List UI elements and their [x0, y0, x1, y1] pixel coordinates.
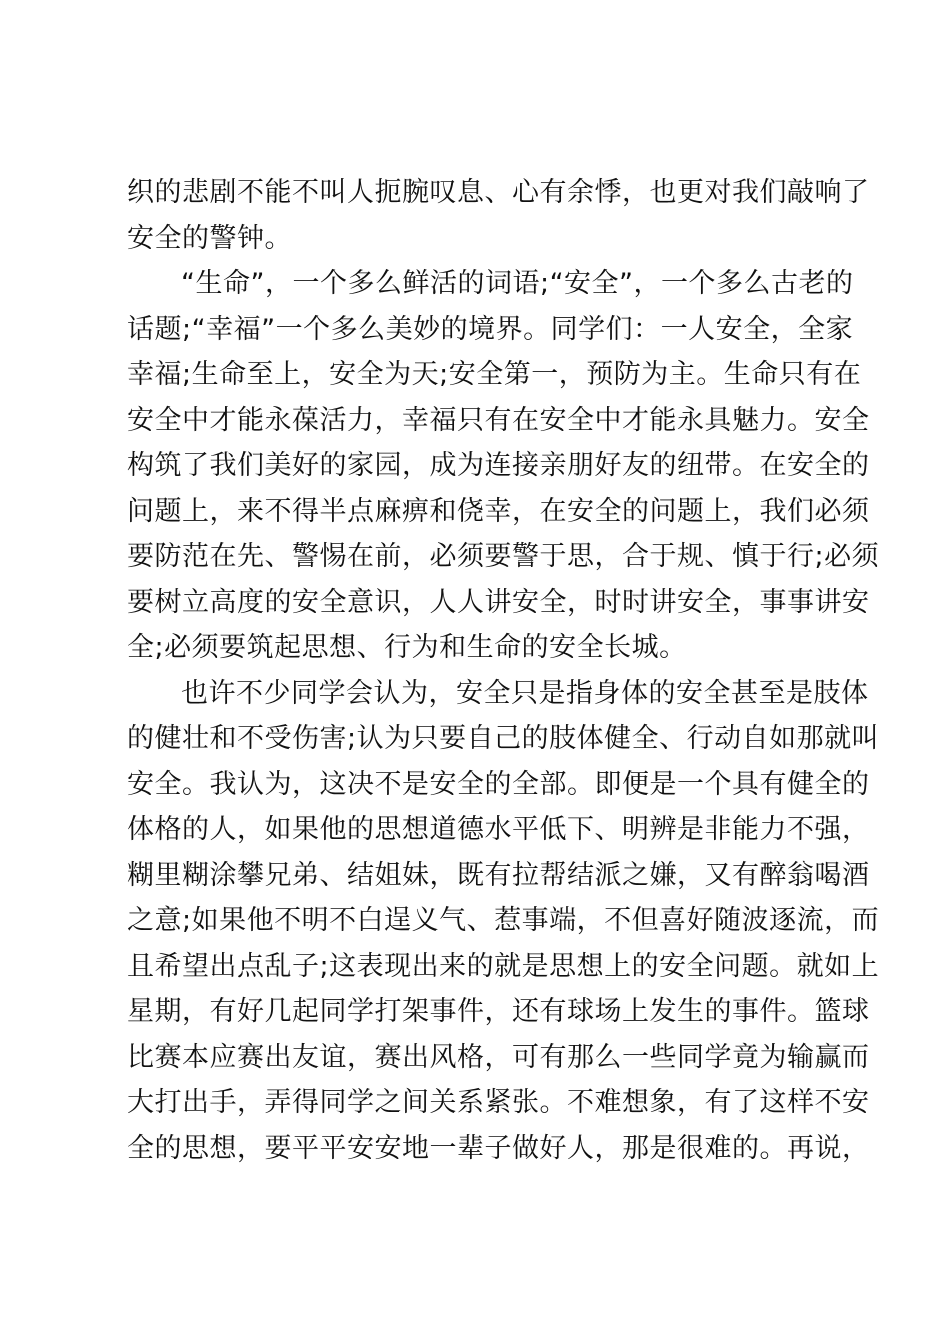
text-line: 全;必须要筑起思想、行为和生命的安全长城。 [127, 632, 687, 663]
text-line: 之意;如果他不明不白逞义气、惹事端，不但喜好随波逐流，而 [127, 905, 880, 936]
text-line: 安全的警钟。 [127, 222, 292, 254]
paragraph-2 [127, 261, 880, 671]
text-line: 构筑了我们美好的家园，成为连接亲朋好友的纽带。在安全的 [127, 450, 870, 481]
text-line: 且希望出点乱子;这表现出来的就是思想上的安全问题。就如上 [127, 950, 880, 982]
text-line: 织的悲剧不能不叫人扼腕叹息、心有余悸，也更对我们敲响了 [127, 177, 870, 208]
text-line: 要防范在先、警惕在前，必须要警于思，合于规、慎于行;必须 [127, 541, 880, 572]
paragraph-3 [127, 671, 880, 1172]
text-line: 幸福;生命至上，安全为天;安全第一，预防为主。生命只有在 [127, 359, 862, 390]
text-line: 糊里糊涂攀兄弟、结姐妹，既有拉帮结派之嫌，又有醉翁喝酒 [127, 859, 870, 891]
text-line: 体格的人，如果他的思想道德水平低下、明辨是非能力不强， [127, 814, 870, 845]
paragraph-1 [127, 170, 870, 261]
text-line: “生命”，一个多么鲜活的词语;“安全”，一个多么古老的 [181, 268, 854, 299]
text-line: 安全。我认为，这决不是安全的全部。即便是一个具有健全的 [127, 768, 870, 800]
text-line: 话题;“幸福”一个多么美妙的境界。同学们：一人安全，全家 [127, 313, 854, 345]
text-line: 问题上，来不得半点麻痹和侥幸，在安全的问题上，我们必须 [127, 495, 870, 527]
body-text [127, 170, 880, 1171]
text-line: 星期，有好几起同学打架事件，还有球场上发生的事件。篮球 [127, 996, 870, 1027]
text-line: 比赛本应赛出友谊，赛出风格，可有那么一些同学竟为输赢而 [127, 1041, 870, 1073]
text-line: 的健壮和不受伤害;认为只要自己的肢体健全、行动自如那就叫 [127, 723, 880, 754]
text-line: 全的思想，要平平安安地一辈子做好人，那是很难的。再说， [127, 1132, 870, 1164]
text-line: 安全中才能永葆活力，幸福只有在安全中才能永具魅力。安全 [127, 404, 870, 436]
text-line: 大打出手，弄得同学之间关系紧张。不难想象，有了这样不安 [127, 1087, 870, 1118]
text-line: 要树立高度的安全意识，人人讲安全，时时讲安全，事事讲安 [127, 586, 870, 618]
text-line: 也许不少同学会认为，安全只是指身体的安全甚至是肢体 [181, 677, 869, 709]
